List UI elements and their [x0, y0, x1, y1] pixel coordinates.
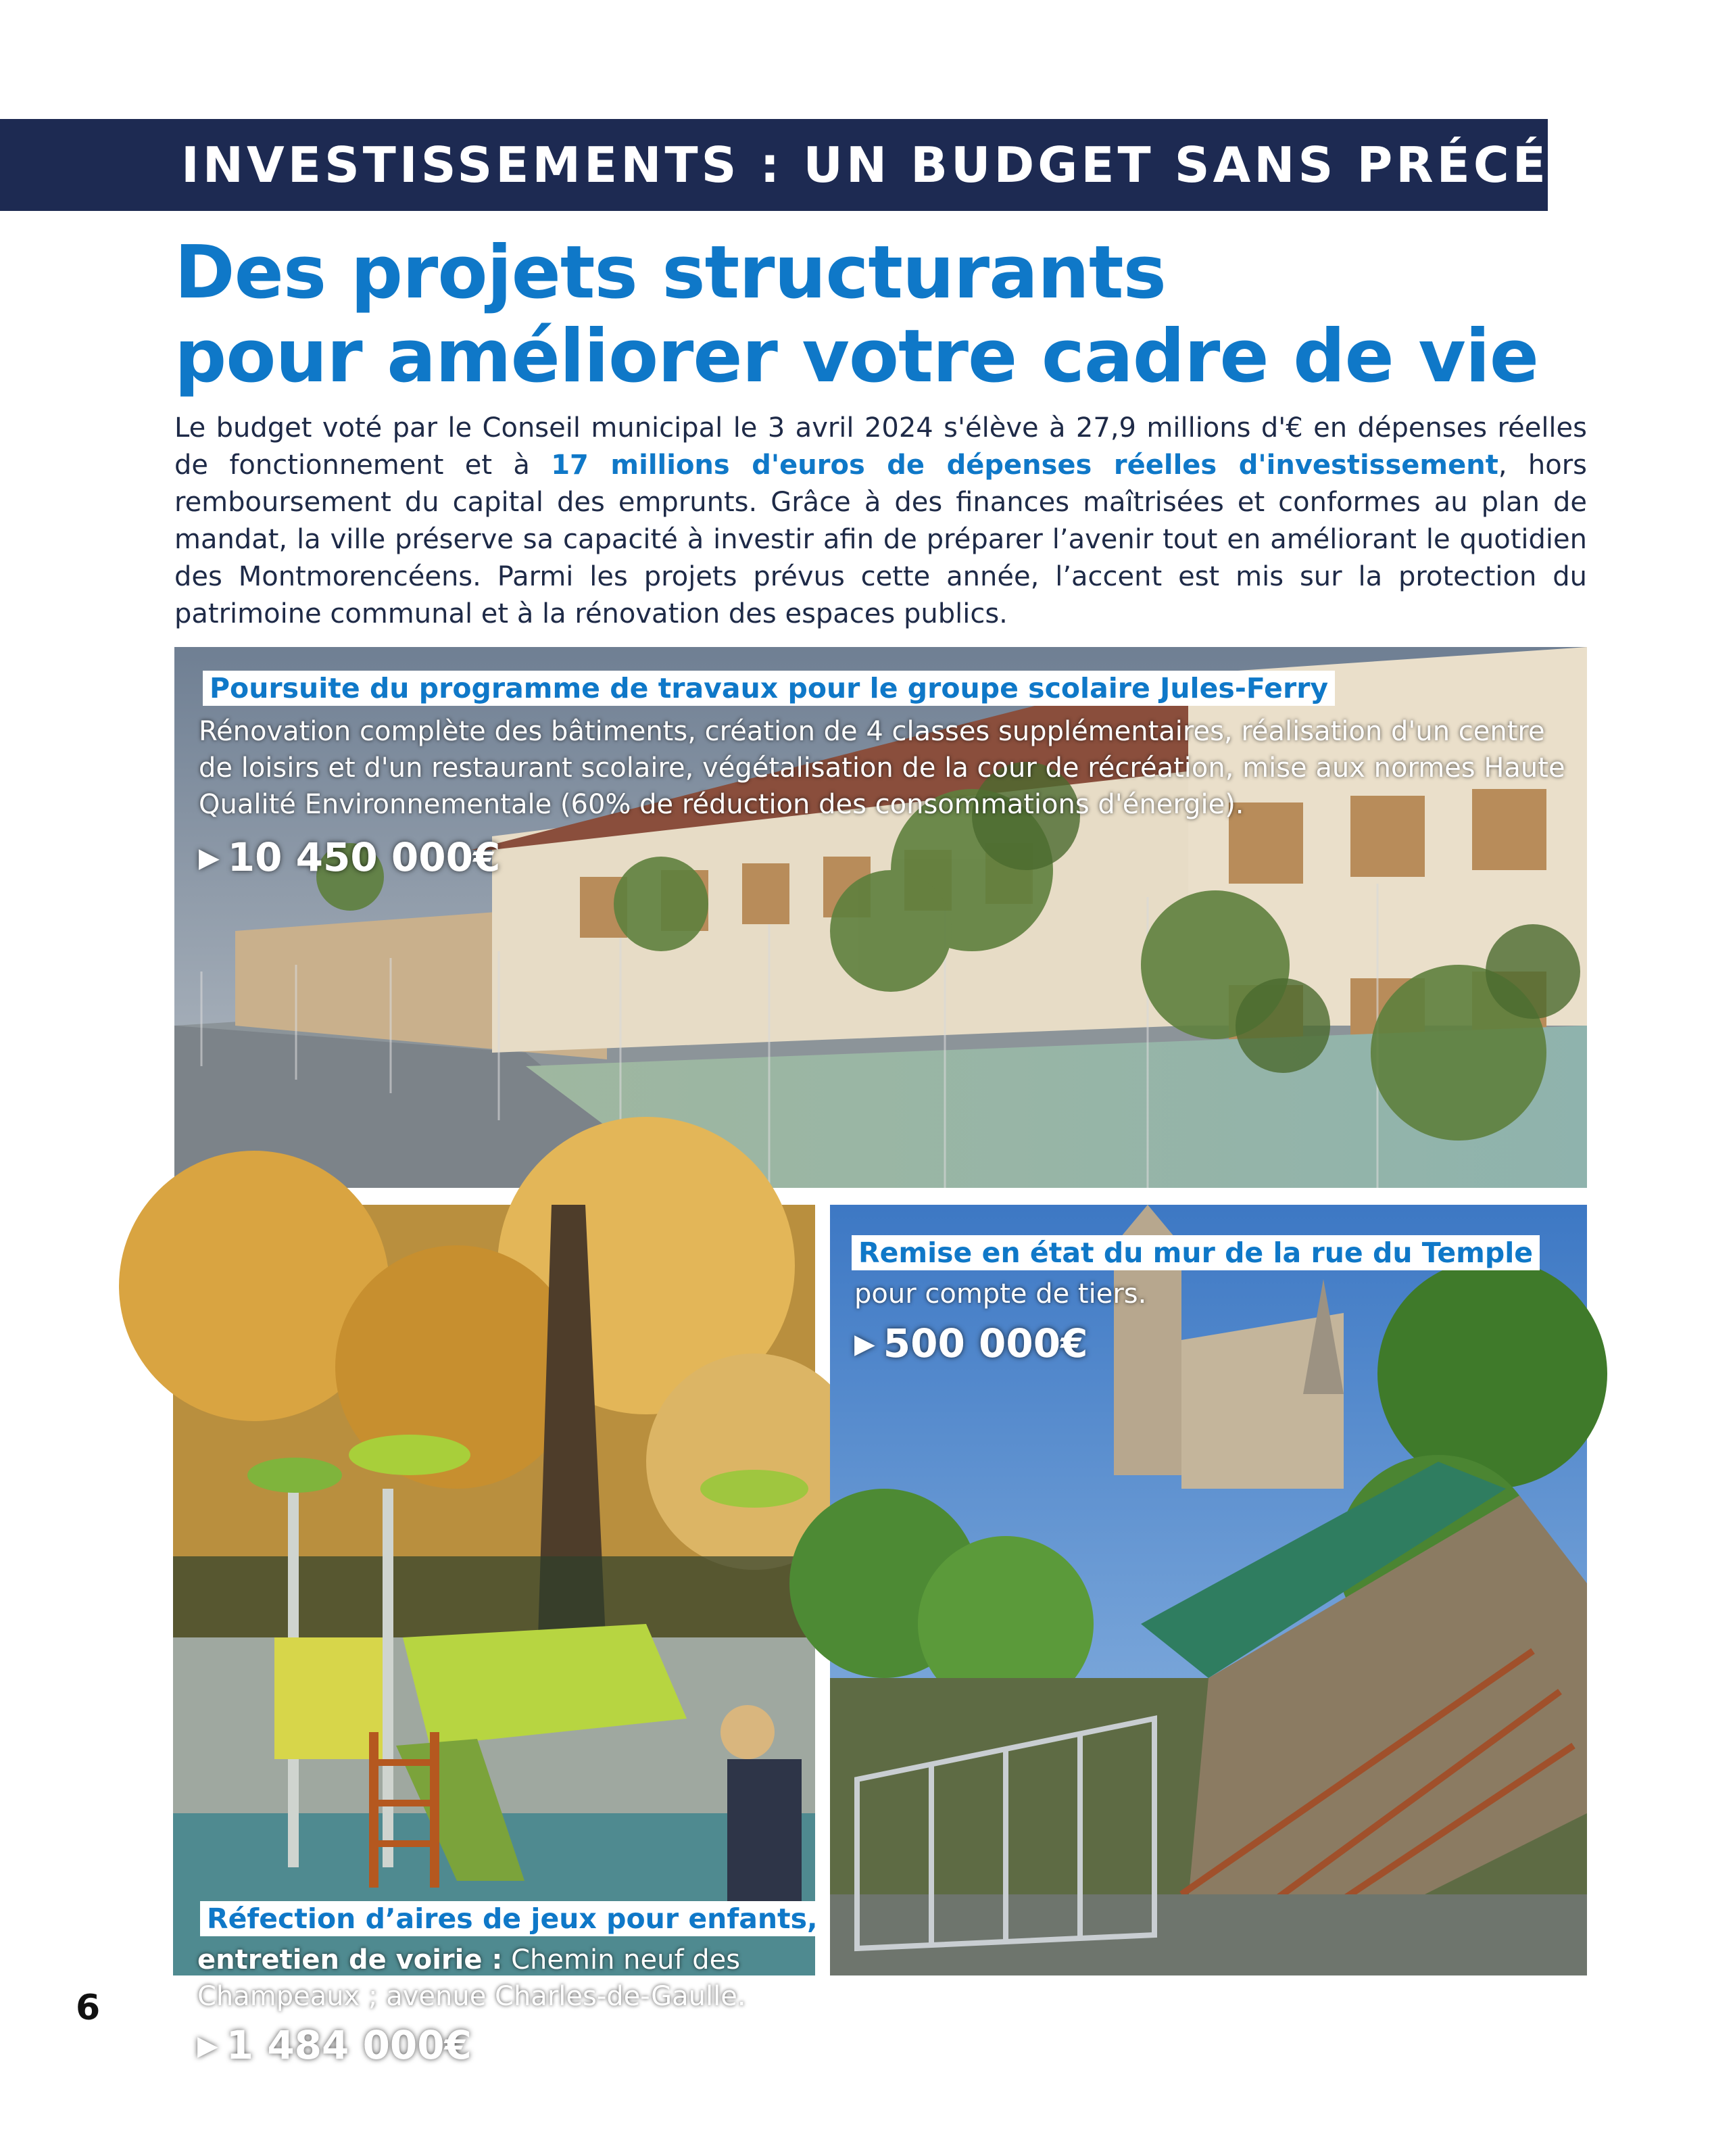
headline-line-2: pour améliorer votre cadre de vie — [174, 314, 1538, 399]
section-banner — [0, 119, 1710, 211]
intro-text-2: , hors remboursement du capital des emprunts. Grâce à des finances maîtrisées et conformes au plan de mandat, la ville préserve sa capacité à investir afin de préparer l’avenir tout en améliorant le quotidien des Montmorencéens. Parmi les projets prévus cette année, l’accent est mis sur la protection du patrimoine communal et à la rénovation des espaces publics. — [174, 450, 1587, 629]
intro-paragraph — [174, 410, 1587, 633]
page-headline — [174, 231, 1538, 399]
project-3-title: Remise en état du mur de la rue du Temple — [852, 1235, 1540, 1270]
section-title: INVESTISSEMENTS : UN BUDGET SANS PRÉCÉDENT — [181, 137, 1710, 193]
intro-text-1: Le budget voté par le Conseil municipal le 3 avril 2024 s'élève à 27,9 millions d'€ en dépenses réelles de fonctionnement et à — [174, 412, 1587, 481]
project-1-description: Rénovation complète des bâtiments, création de 4 classes supplémentaires, réalisation d'un centre de loisirs et d'un restaurant scolaire, végétalisation de la cour de récréation, mise aux normes Haute Qualité Environnementale (60% de réduction des consommations d'énergie). — [199, 716, 1565, 820]
project-2-amount-row — [197, 2023, 472, 2068]
playground-photo — [173, 1205, 818, 2068]
play-triangle-icon: ▶ — [199, 842, 220, 873]
project-2-title: Réfection d’aires de jeux pour enfants, — [200, 1901, 825, 1936]
headline-line-1: Des projets structurants — [174, 231, 1166, 315]
play-triangle-icon: ▶ — [854, 1328, 875, 1360]
project-3-amount: 500 000€ — [883, 1320, 1088, 1366]
project-3-description: pour compte de tiers. — [854, 1278, 1147, 1310]
project-2-description — [197, 1942, 792, 2015]
project-1-amount: 10 450 000€ — [227, 834, 501, 880]
project-2-description-text: Chemin neuf des Champeaux ; avenue Charles-de-Gaulle. — [197, 1944, 746, 2012]
project-3-amount-row — [854, 1321, 1088, 1366]
playground-illustration — [173, 1205, 815, 1975]
project-1-title: Poursuite du programme de travaux pour le groupe scolaire Jules-Ferry — [203, 671, 1335, 706]
project-2-description-bold: entretien de voirie : — [197, 1944, 503, 1975]
wall-photo — [830, 1205, 1587, 1975]
intro-highlight: 17 millions d'euros de dépenses réelles d'investissement — [551, 450, 1498, 481]
school-photo — [174, 647, 1587, 1188]
page-number: 6 — [76, 1988, 101, 2028]
project-1-amount-row — [199, 835, 500, 880]
project-2-amount: 1 484 000€ — [226, 2022, 472, 2068]
play-triangle-icon: ▶ — [197, 2030, 218, 2061]
